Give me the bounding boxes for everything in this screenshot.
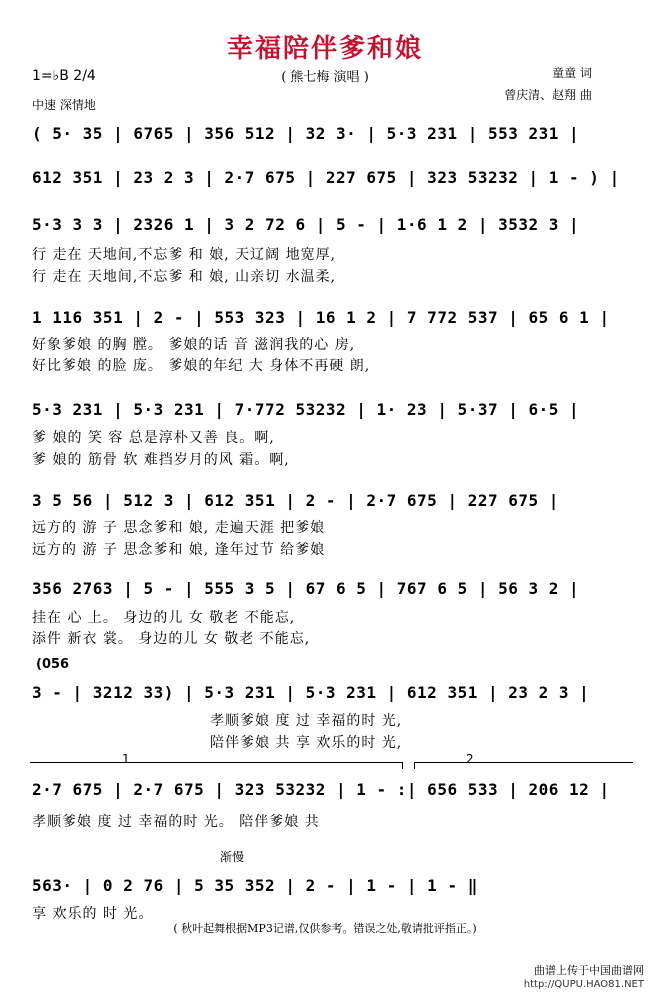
page-title: 幸福陪伴爹和娘 [226, 34, 423, 64]
watermark-site-name: 曲谱上传于中国曲谱网 [534, 964, 644, 977]
notation-system-6: 3 5 56 | 512 3 | 612 351 | 2 - | 2·7 675 | 227 675 | [32, 491, 559, 510]
lyric-line: 远方的 游 子 思念爹和 娘, 走遍天涯 把爹娘 [32, 520, 326, 536]
notation-system-10: 563· | 0 2 76 | 5 35 352 | 2 - | 1 - | 1 - ‖ [32, 876, 478, 895]
watermark [524, 964, 644, 992]
key-signature: 1=♭B 2/4 [32, 68, 96, 84]
notation-system-5: 5·3 231 | 5·3 231 | 7·772 53232 | 1· 23 | 5·37 | 6·5 | [32, 400, 580, 419]
volta-bracket-2 [414, 762, 633, 769]
performer-credit: ( 熊七梅 演唱 ) [281, 70, 369, 85]
notation-system-7: 356 2763 | 5 - | 555 3 5 | 67 6 5 | 767 6 5 | 56 3 2 | [32, 579, 580, 598]
notation-system-8: 3 - | 3212 33) | 5·3 231 | 5·3 231 | 612 351 | 23 2 3 | [32, 683, 590, 702]
notation-system-3: 5·3 3 3 | 2326 1 | 3 2 72 6 | 5 - | 1·6 1 2 | 3532 3 | [32, 215, 580, 234]
grace-notes: (056 [36, 657, 70, 672]
lyric-line: 享 欢乐的 时 光。 [32, 906, 154, 922]
lyric-line: 挂在 心 上。 身边的儿 女 敬老 不能忘, [32, 610, 296, 626]
footnote: ( 秋叶起舞根据MP3记谱,仅供参考。错误之处,敬请批评指正。) [173, 922, 477, 935]
volta-number-1: 1 [122, 752, 130, 766]
lyric-line: 好比爹娘 的脸 庞。 爹娘的年纪 大 身体不再硬 朗, [32, 358, 371, 374]
lyric-line: 远方的 游 子 思念爹和 娘, 逢年过节 给爹娘 [32, 542, 326, 558]
lyric-line: 孝顺爹娘 度 过 幸福的时 光。 陪伴爹娘 共 [32, 814, 320, 830]
lyric-line: 孝顺爹娘 度 过 幸福的时 光, [210, 713, 403, 729]
notation-system-9: 2·7 675 | 2·7 675 | 323 53232 | 1 - :| 656 533 | 206 12 | [32, 780, 610, 799]
volta-number-2: 2 [466, 752, 474, 766]
notation-system-4: 1 116 351 | 2 - | 553 323 | 16 1 2 | 7 772 537 | 65 6 1 | [32, 308, 610, 327]
lyric-line: 爹 娘的 筋骨 软 难挡岁月的风 霜。啊, [32, 452, 290, 468]
lyric-line: 好象爹娘 的胸 膛。 爹娘的话 音 滋润我的心 房, [32, 337, 356, 353]
lyric-line: 爹 娘的 笑 容 总是淳朴又善 良。啊, [32, 430, 275, 446]
lyric-line: 陪伴爹娘 共 享 欢乐的时 光, [210, 735, 403, 751]
notation-system-2: 612 351 | 23 2 3 | 2·7 675 | 227 675 | 323 53232 | 1 - ) | [32, 168, 620, 187]
lyric-line: 添件 新衣 裳。 身边的儿 女 敬老 不能忘, [32, 631, 311, 647]
lyricist-credit: 童童 词 [552, 66, 592, 80]
tempo-change-mark: 渐慢 [220, 850, 245, 864]
lyric-line: 行 走在 天地间,不忘爹 和 娘, 山亲切 水温柔, [32, 269, 337, 285]
volta-bracket-1 [30, 762, 403, 769]
tempo-marking: 中速 深情地 [32, 98, 96, 112]
watermark-url: http://QUPU.HAO81.NET [523, 979, 644, 990]
lyric-line: 行 走在 天地间,不忘爹 和 娘, 天辽阔 地宽厚, [32, 247, 337, 263]
notation-system-1: ( 5· 35 | 6765 | 356 512 | 32 3· | 5·3 231 | 553 231 | [32, 124, 580, 143]
composer-credit: 曾庆清、赵翔 曲 [504, 88, 592, 102]
